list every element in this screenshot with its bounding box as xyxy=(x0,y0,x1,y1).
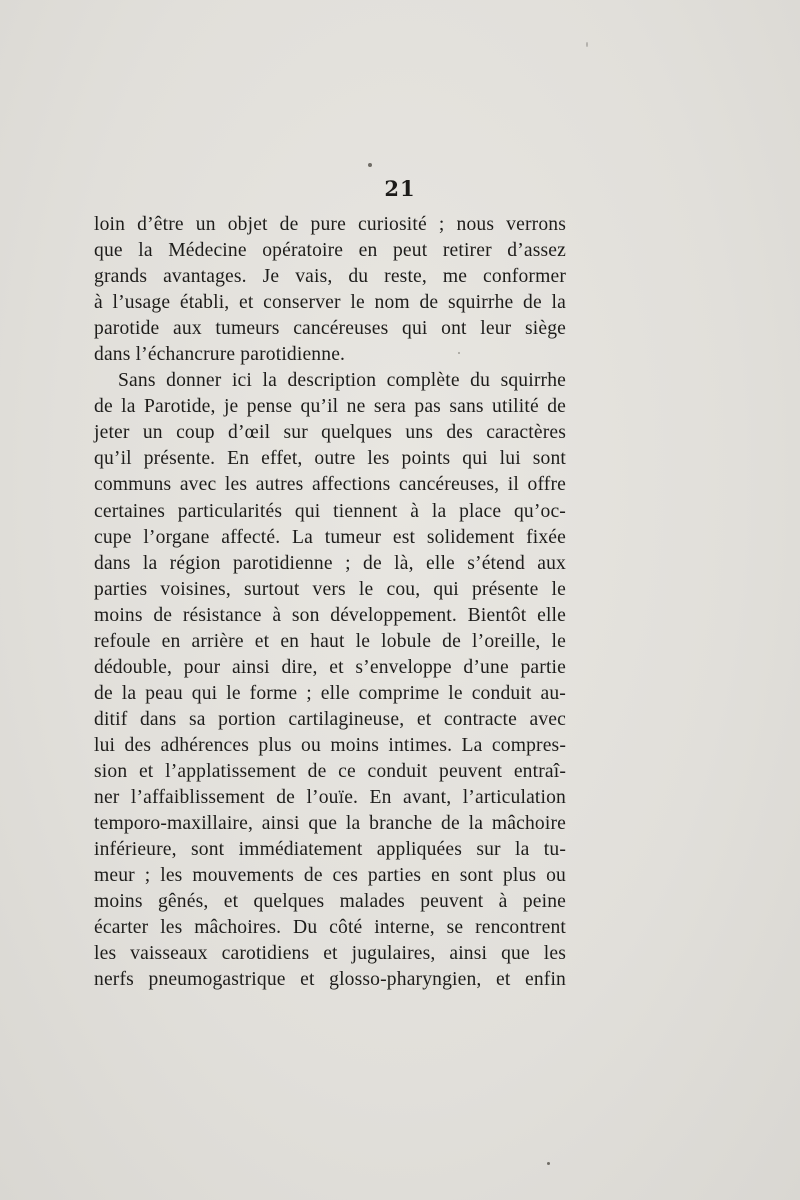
text-line: dédouble, pour ainsi dire, et s’enveloppe d’une partie xyxy=(94,656,566,678)
paper-speck xyxy=(586,42,588,47)
text-line: loin d’être un objet de pure curiosité ; nous verrons xyxy=(94,214,566,235)
text-line: temporo-maxillaire, ainsi que la branche de la mâchoire xyxy=(94,813,566,835)
text-line: parties voisines, surtout vers le cou, qui présente le xyxy=(94,578,566,600)
text-line: communs avec les autres affections cancéreuses, il offre xyxy=(94,474,566,496)
text-line: à l’usage établi, et conserver le nom de squirrhe de la xyxy=(94,292,566,314)
text-line: cupe l’organe affecté. La tumeur est solidement fixée xyxy=(94,526,566,548)
text-line: ditif dans sa portion cartilagineuse, et contracte avec xyxy=(94,708,566,730)
text-line: que la Médecine opératoire en peut retirer d’assez xyxy=(94,240,566,262)
text-line: écarter les mâchoires. Du côté interne, se rencontrent xyxy=(94,917,566,939)
text-line: parotide aux tumeurs cancéreuses qui ont leur siège xyxy=(94,318,566,340)
text-line: nerfs pneumogastrique et glosso-pharyngien, et enfin xyxy=(94,969,566,991)
text-line: certaines particularités qui tiennent à la place qu’oc- xyxy=(94,500,566,522)
text-line: jeter un coup d’œil sur quelques uns des caractères xyxy=(94,422,566,444)
text-line: sion et l’applatissement de ce conduit peuvent entraî- xyxy=(94,760,566,782)
page-number: 21 xyxy=(384,176,416,201)
text-line: de la peau qui le forme ; elle comprime le conduit au- xyxy=(94,682,566,704)
text-line: moins gênés, et quelques malades peuvent à peine xyxy=(94,891,566,913)
text-line: inférieure, sont immédiatement appliquées sur la tu- xyxy=(94,839,566,861)
text-line: lui des adhérences plus ou moins intimes. La compres- xyxy=(94,734,566,756)
text-line: ner l’affaiblissement de l’ouïe. En avant, l’articulation xyxy=(94,787,566,809)
text-line: Sans donner ici la description complète du squirrhe xyxy=(118,370,566,392)
text-line: dans la région parotidienne ; de là, elle s’étend aux xyxy=(94,552,566,574)
text-line: dans l’échancrure parotidienne. xyxy=(94,344,346,366)
text-line: qu’il présente. En effet, outre les points qui lui sont xyxy=(94,448,566,470)
text-line: meur ; les mouvements de ces parties en sont plus ou xyxy=(94,865,566,887)
text-line: refoule en arrière et en haut le lobule de l’oreille, le xyxy=(94,630,566,652)
text-line: grands avantages. Je vais, du reste, me conformer xyxy=(94,266,566,288)
text-line: les vaisseaux carotidiens et jugulaires, ainsi que les xyxy=(94,943,566,965)
text-line: de la Parotide, je pense qu’il ne sera pas sans utilité de xyxy=(94,396,566,418)
paper-speck xyxy=(547,1162,550,1165)
paper-speck xyxy=(368,163,372,167)
text-line: moins de résistance à son développement. Bientôt elle xyxy=(94,604,566,626)
body-text xyxy=(94,212,566,993)
